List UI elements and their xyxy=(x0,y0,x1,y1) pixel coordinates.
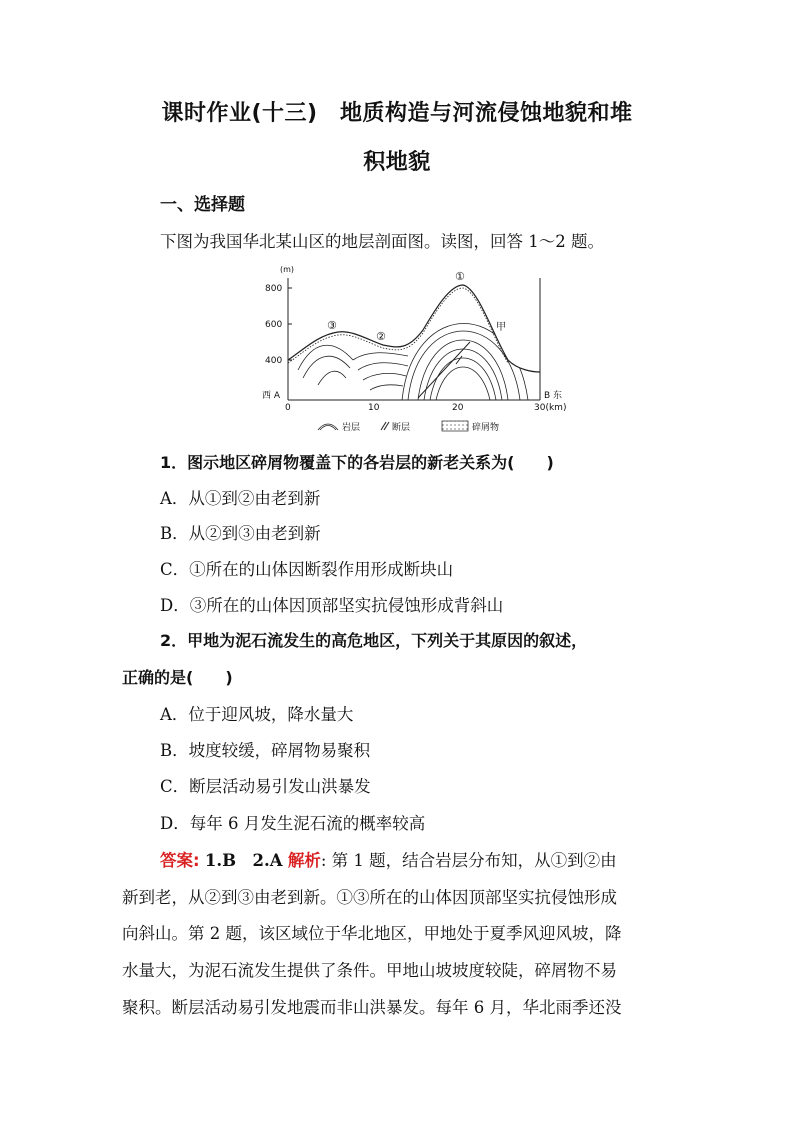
question-1-stem: 1．图示地区碎屑物覆盖下的各岩层的新老关系为( ) xyxy=(160,453,554,472)
legend xyxy=(318,421,499,433)
legend-debris-label: 碎屑物 xyxy=(472,423,500,433)
question-1-option-d: D．③所在的山体因顶部坚实抗侵蚀形成背斜山 xyxy=(160,596,504,615)
marker-1: ① xyxy=(455,270,465,283)
question-2-option-b: B．坡度较缓，碎屑物易聚积 xyxy=(160,741,371,760)
analysis-line-1: : 第 1 题，结合岩层分布知，从①到②由 xyxy=(320,851,617,870)
question-1-option-a: A．从①到②由老到新 xyxy=(160,489,321,508)
answer-values: 1.B 2.A xyxy=(204,851,283,870)
x-tick-30: 30(km) xyxy=(534,403,567,413)
y-unit-label: (m) xyxy=(280,265,295,274)
intro-text: 下图为我国华北某山区的地层剖面图。读图，回答 1～2 题。 xyxy=(160,232,604,251)
analysis-line-4: 水量大，为泥石流发生提供了条件。甲地山坡坡度较陡，碎屑物不易 xyxy=(122,961,617,980)
legend-debris-icon xyxy=(442,421,468,431)
y-tick-400: 400 xyxy=(265,356,283,366)
x-tick-10: 10 xyxy=(368,403,380,413)
marker-2: ② xyxy=(376,330,386,343)
geologic-cross-section-figure xyxy=(258,260,570,438)
answer-colon: : xyxy=(193,851,200,870)
jia-label: 甲 xyxy=(496,322,506,333)
x-tick-0: 0 xyxy=(285,403,291,413)
legend-rock-label: 岩层 xyxy=(342,423,361,433)
page-title-line-1: 课时作业(十三) 地质构造与河流侵蚀地貌和堆 xyxy=(161,101,633,126)
analysis-line-3: 向斜山。第 2 题，该区域位于华北地区，甲地处于夏季风迎风坡，降 xyxy=(122,924,622,943)
question-1-option-b: B．从②到③由老到新 xyxy=(160,524,321,543)
question-2-option-d: D．每年 6 月发生泥石流的概率较高 xyxy=(160,814,426,833)
legend-rock-icon xyxy=(318,424,338,430)
section-heading: 一、选择题 xyxy=(160,195,245,215)
question-2-option-a: A．位于迎风坡，降水量大 xyxy=(160,705,354,724)
analysis-line-5: 聚积。断层活动易引发地震而非山洪暴发。每年 6 月，华北雨季还没 xyxy=(122,998,622,1017)
question-2-stem-line-2: 正确的是( ) xyxy=(122,668,233,687)
marker-3: ③ xyxy=(327,319,337,332)
y-tick-800: 800 xyxy=(265,284,283,294)
y-tick-600: 600 xyxy=(265,320,283,330)
analysis-line-2: 新到老，从②到③由老到新。①③所在的山体因顶部坚实抗侵蚀形成 xyxy=(122,888,617,907)
question-2-option-c: C．断层活动易引发山洪暴发 xyxy=(160,777,371,796)
legend-fault-label: 断层 xyxy=(392,423,411,433)
question-2-stem-line-1: 2．甲地为泥石流发生的高危地区，下列关于其原因的叙述， xyxy=(160,631,588,650)
answer-label: 答案 xyxy=(160,851,193,870)
page-title-line-2: 积地貌 xyxy=(363,150,431,175)
fault-arrow xyxy=(456,356,462,364)
analysis-label: 解析 xyxy=(287,851,321,870)
answer-line-1 xyxy=(160,847,617,871)
east-b-label: B 东 xyxy=(544,391,563,401)
question-1-option-c: C．①所在的山体因断裂作用形成断块山 xyxy=(160,560,454,579)
west-a-label: 西 A xyxy=(262,391,281,401)
x-tick-20: 20 xyxy=(452,403,464,413)
